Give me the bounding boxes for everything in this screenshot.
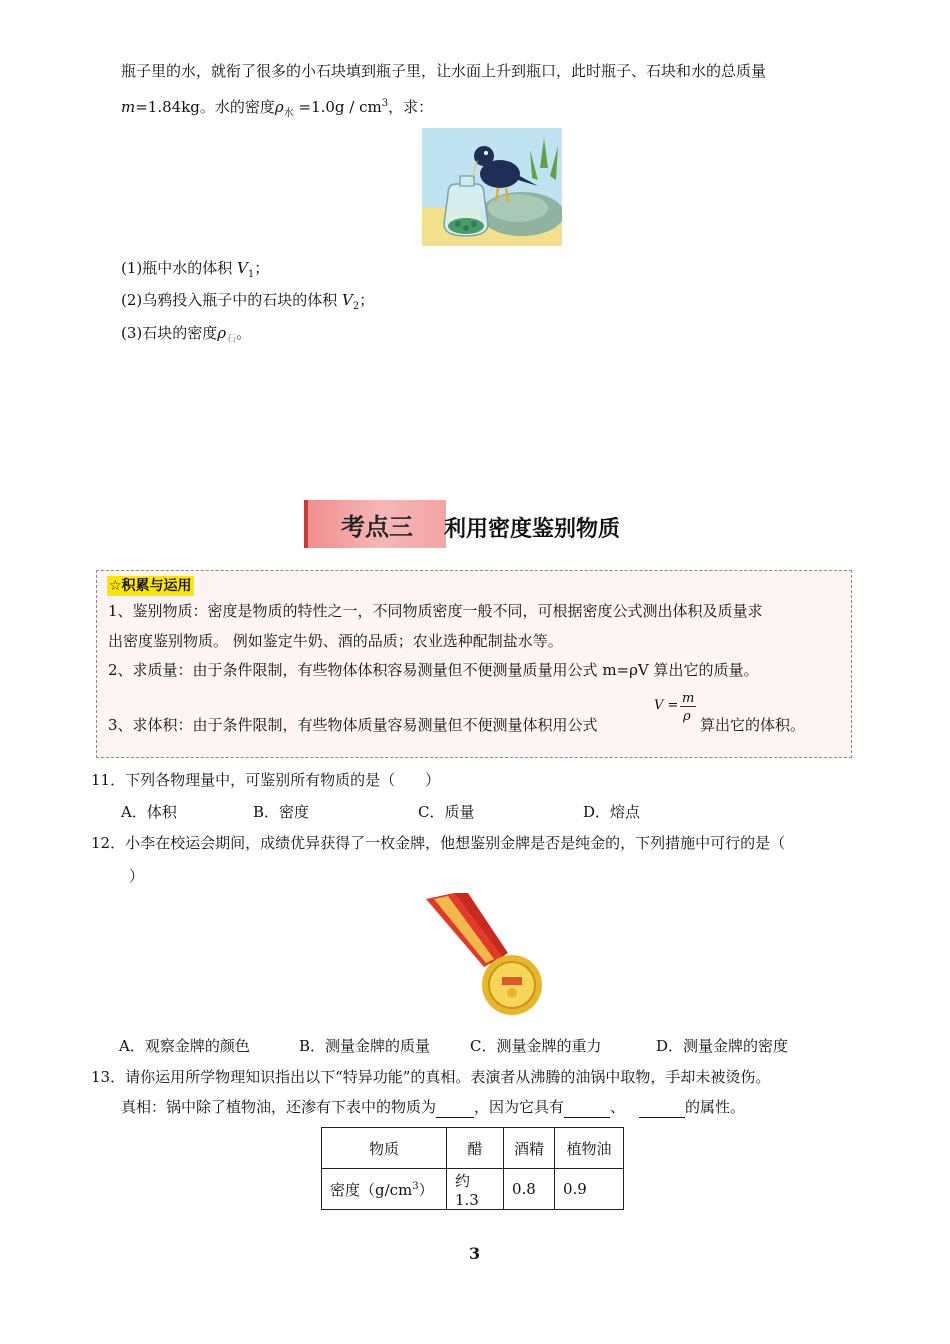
q12-option-d: D．测量金牌的密度 — [656, 1037, 789, 1055]
answer-blank-2[interactable] — [564, 1101, 610, 1118]
formula-numerator: m — [682, 691, 695, 706]
formula-eq: = — [667, 698, 679, 713]
knowledge-line-4-end: 算出它的体积。 — [700, 716, 806, 734]
table-header-cell: 植物油 — [555, 1128, 624, 1169]
q12-option-a: A．观察金牌的颜色 — [119, 1037, 250, 1055]
q12-option-b: B．测量金牌的质量 — [299, 1037, 431, 1055]
intro-line-2 — [121, 93, 433, 125]
knowledge-line-2: 出密度鉴别物质。 例如鉴定牛奶、酒的品质；农业选种配制盐水等。 — [108, 632, 563, 650]
mass-var: m — [121, 98, 136, 116]
formula-v — [654, 698, 678, 713]
table-row — [322, 1128, 624, 1169]
q12-stem-end: ） — [129, 867, 145, 885]
table-row-label-end: ） — [418, 1180, 434, 1199]
q13-answer-part-2: ，因为它具有 — [474, 1098, 565, 1116]
q10-sub-1 — [121, 257, 269, 286]
q10-sub-2-end: ； — [359, 291, 375, 309]
answer-blank-3[interactable] — [639, 1101, 685, 1118]
crow-bottle-illustration — [422, 128, 562, 246]
intro-end: ，求： — [388, 98, 434, 116]
q13-answer-part-4: 的属性。 — [685, 1098, 746, 1116]
knowledge-tag: ☆积累与运用 — [109, 578, 192, 594]
knowledge-line-3: 2、求质量：由于条件限制，有些物体体积容易测量但不便测量质量用公式 m=ρV 算出它的质量。 — [108, 661, 759, 679]
q10-sub-1-end: ； — [254, 259, 270, 277]
q10-sub-3-var: ρ — [217, 324, 227, 342]
q10-sub-3-text: (3)石块的密度 — [121, 324, 218, 342]
q13-answer-part-3: 、 — [610, 1098, 626, 1116]
table-row — [322, 1169, 624, 1210]
q10-sub-1-sub: 1 — [247, 269, 255, 280]
formula-denominator: ρ — [683, 709, 691, 724]
q11-option-b: B．密度 — [253, 803, 310, 821]
gold-medal-illustration — [424, 893, 546, 1021]
q10-sub-3 — [121, 322, 251, 351]
q10-sub-3-end: 。 — [236, 324, 252, 342]
q10-sub-1-text: (1)瓶中水的体积 — [121, 259, 238, 277]
table-cell: 约 1.3 — [447, 1169, 504, 1210]
table-cell: 0.8 — [504, 1169, 555, 1210]
table-row-label — [322, 1169, 447, 1210]
q10-sub-3-sub: 石 — [226, 334, 237, 345]
rho-sub: 水 — [283, 108, 294, 119]
density-unit-exp: 3 — [381, 98, 389, 109]
section-title: 利用密度鉴别物质 — [444, 517, 621, 542]
table-header-cell: 物质 — [322, 1128, 447, 1169]
q11-option-c: C．质量 — [418, 803, 475, 821]
q10-sub-2-var: V — [342, 291, 353, 309]
table-header-cell: 酒精 — [504, 1128, 555, 1169]
formula-v-var: V — [654, 698, 664, 713]
intro-line-1: 瓶子里的水，就衔了很多的小石块填到瓶子里，让水面上升到瓶口，此时瓶子、石块和水的总质量 — [121, 62, 767, 80]
q11-option-a: A．体积 — [121, 803, 177, 821]
table-header-cell: 醋 — [447, 1128, 504, 1169]
q11-stem: 11．下列各物理量中，可鉴别所有物质的是（ ） — [91, 771, 441, 789]
q10-sub-2-sub: 2 — [352, 301, 360, 312]
knowledge-line-4: 3、求体积：由于条件限制，有些物体质量容易测量但不便测量体积用公式 — [108, 716, 598, 734]
q10-sub-1-var: V — [237, 259, 248, 277]
table-row-label-text: 密度（g/cm — [330, 1180, 413, 1199]
q10-sub-2-text: (2)乌鸦投入瓶子中的石块的体积 — [121, 291, 343, 309]
q13-answer-part-1: 真相：锅中除了植物油，还渗有下表中的物质为 — [121, 1098, 437, 1116]
table-row-label-sup: 3 — [412, 1180, 419, 1192]
density-table — [321, 1127, 624, 1210]
q13-stem: 13．请你运用所学物理知识指出以下“特异功能”的真相。表演者从沸腾的油锅中取物，手却未被烫伤。 — [91, 1068, 771, 1086]
q10-sub-2 — [121, 289, 374, 318]
density-value: =1.0g / cm — [293, 98, 382, 116]
q12-stem: 12．小李在校运会期间，成绩优异获得了一枚金牌，他想鉴别金牌是否是纯金的，下列措施中可行的是（ — [91, 834, 786, 852]
knowledge-line-1: 1、鉴别物质：密度是物质的特性之一，不同物质密度一般不同，可根据密度公式测出体积及质量求 — [108, 602, 763, 620]
page-number: 3 — [469, 1244, 481, 1263]
q13-answer-line — [121, 1096, 745, 1118]
q12-option-c: C．测量金牌的重力 — [470, 1037, 602, 1055]
rho-symbol: ρ — [274, 98, 284, 116]
section-tag: 考点三 — [304, 500, 446, 548]
q11-option-d: D．熔点 — [583, 803, 641, 821]
mass-value: =1.84kg。水的密度 — [135, 98, 275, 116]
table-cell: 0.9 — [555, 1169, 624, 1210]
answer-blank-1[interactable] — [436, 1101, 474, 1118]
